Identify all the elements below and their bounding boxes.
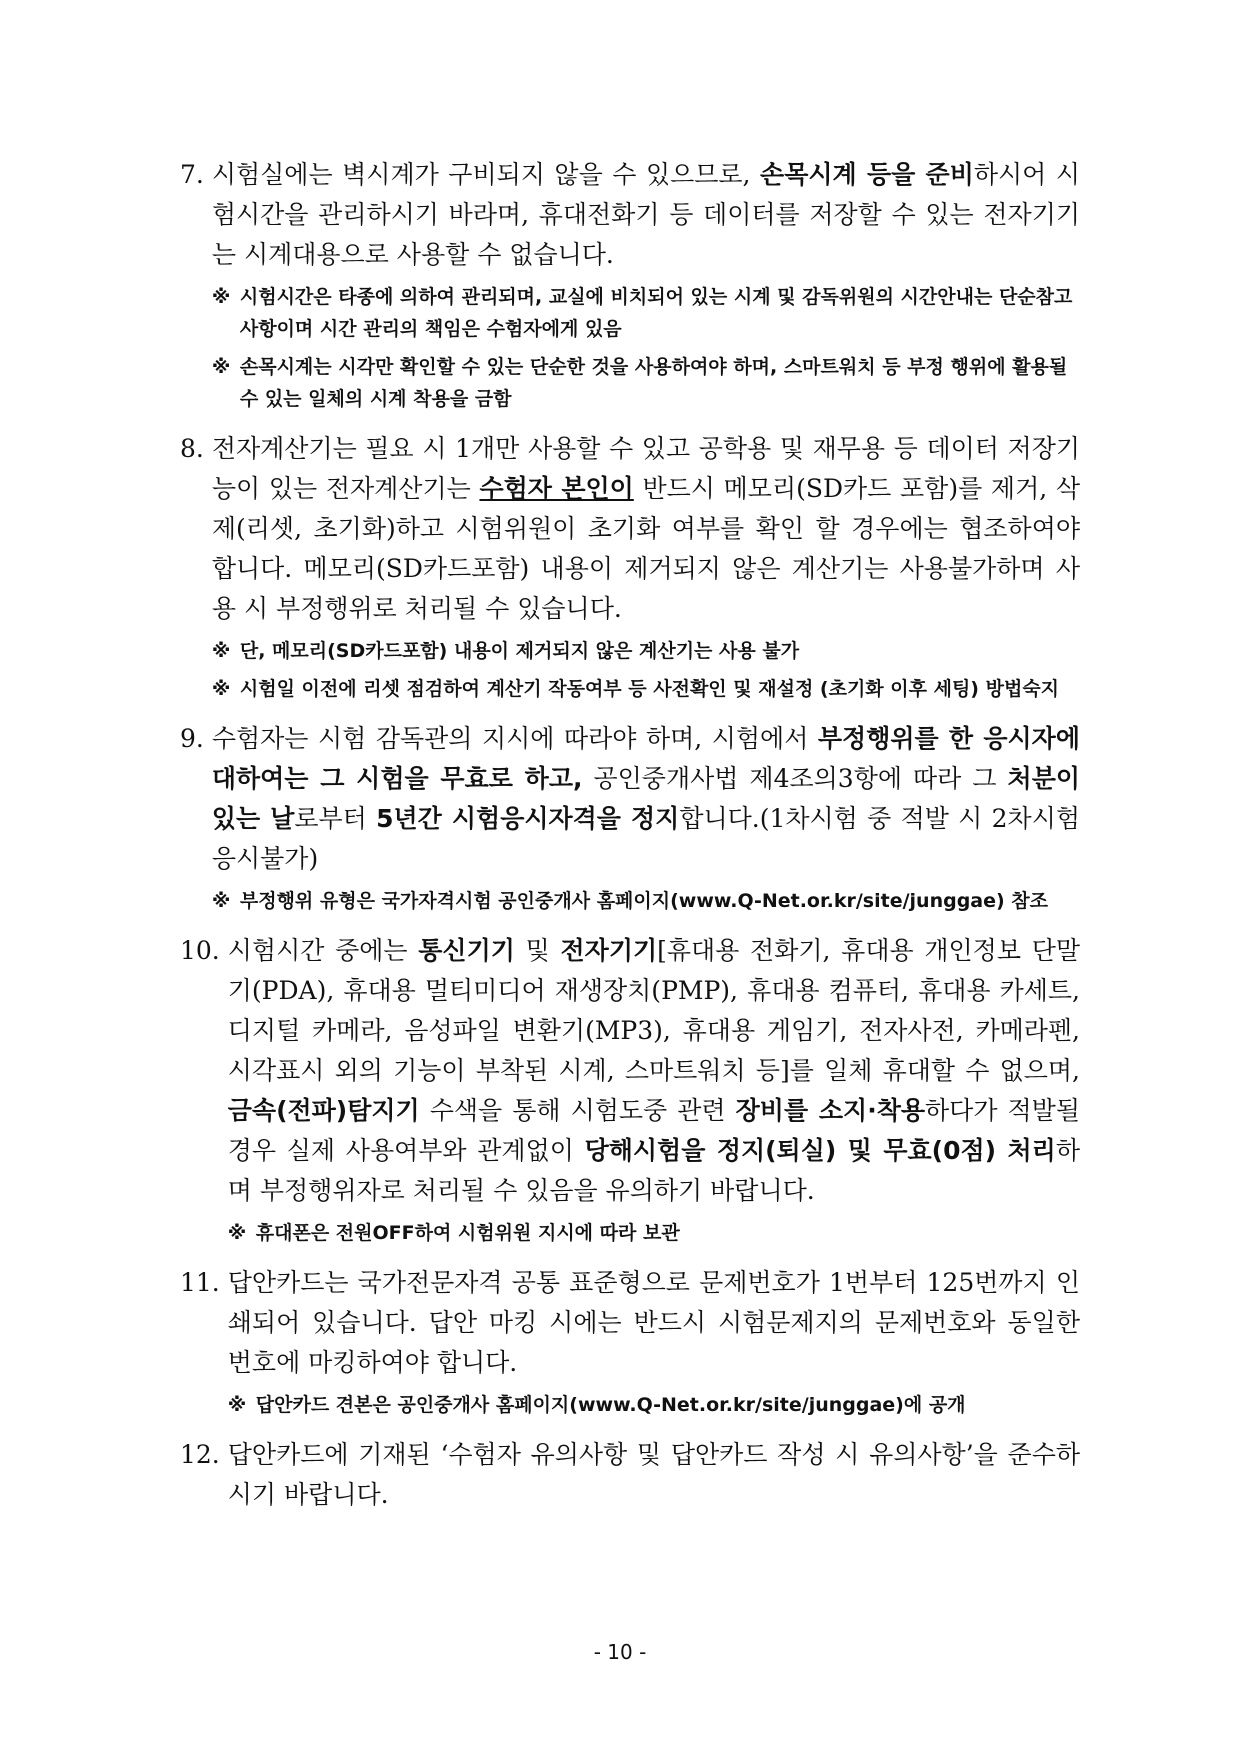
- text-run: 및: [514, 936, 561, 965]
- item-number: 10.: [180, 936, 220, 965]
- text-run: 답안카드에 기재된 ‘수험자 유의사항 및 답안카드 작성 시 유의사항’을 준수하시기 바랍니다.: [227, 1440, 1080, 1509]
- note-text: 시험일 이전에 리셋 점검하여 계산기 작동여부 등 사전확인 및 재설정 (초기화 이후 세팅) 방법숙지: [239, 678, 1060, 700]
- item-number: 12.: [180, 1440, 220, 1469]
- item-paragraph: [212, 429, 1080, 629]
- list-item: [180, 429, 1080, 709]
- text-run: 로부터: [294, 804, 377, 833]
- emphasis-text: 5년간 시험응시자격을 정지: [376, 804, 680, 833]
- list-item: [180, 719, 1080, 921]
- emphasis-text: 부정행위를 한 응시자에 대하여는 그 시험을 무효로 하고,: [211, 724, 1080, 793]
- note: [212, 885, 1080, 917]
- text-run: 답안카드는 국가전문자격 공통 표준형으로 문제번호가 1번부터 125번까지 인쇄되어 있습니다. 답안 마킹 시에는 반드시 시험문제지의 문제번호와 동일한 번호에 마킹하여야 합니다.: [227, 1268, 1080, 1377]
- text-run: 하다가 적발될 경우 실제 사용여부와 관계없이: [227, 1096, 1080, 1165]
- emphasis-text: 통신기기: [418, 936, 515, 965]
- reference-mark-icon: ※: [211, 356, 231, 378]
- text-run: 하시어 시험시간을 관리하시기 바라며, 휴대전화기 등 데이터를 저장할 수 있는 전자기기는 시계대용으로 사용할 수 없습니다.: [211, 160, 1080, 269]
- emphasis-text: 손목시계 등을 준비: [760, 160, 974, 189]
- list-item: [180, 931, 1080, 1253]
- item-number: 8.: [180, 434, 204, 463]
- text-run: 수험자는 시험 감독관의 지시에 따라야 하며, 시험에서: [211, 724, 818, 753]
- note-text: 시험시간은 타종에 의하여 관리되며, 교실에 비치되어 있는 시계 및 감독위원의 시간안내는 단순참고사항이며 시간 관리의 책임은 수험자에게 있음: [239, 286, 1073, 340]
- note: [228, 1217, 1080, 1249]
- list-item: [180, 155, 1080, 419]
- note-text: 답안카드 견본은 공인중개사 홈페이지(www.Q-Net.or.kr/site/junggae)에 공개: [255, 1394, 966, 1416]
- note: [228, 1389, 1080, 1421]
- note: [212, 281, 1080, 345]
- text-run: 반드시 메모리(SD카드 포함)를 제거, 삭제(리셋, 초기화)하고 시험위원이 초기화 여부를 확인 할 경우에는 협조하여야 합니다. 메모리(SD카드포함) 내용이 제거되지 않은 계산기는 사용불가하며 사용 시 부정행위로 처리될 수 있습니다.: [211, 474, 1081, 623]
- note-text: 휴대폰은 전원OFF하여 시험위원 지시에 따라 보관: [255, 1222, 680, 1244]
- emphasis-text: 당해시험을 정지(퇴실) 및 무효(0점) 처리: [584, 1136, 1056, 1165]
- text-run: 합니다.(1차시험 중 적발 시 2차시험 응시불가): [211, 804, 1080, 873]
- item-paragraph: [228, 1435, 1080, 1515]
- item-number: 11.: [180, 1268, 220, 1297]
- reference-mark-icon: ※: [211, 640, 231, 662]
- item-number: 7.: [180, 160, 204, 189]
- note-text: 손목시계는 시각만 확인할 수 있는 단순한 것을 사용하여야 하며, 스마트워치 등 부정 행위에 활용될 수 있는 일체의 시계 착용을 금함: [239, 356, 1068, 410]
- item-paragraph: [228, 1263, 1080, 1383]
- note: [212, 351, 1080, 415]
- note: [212, 635, 1080, 667]
- text-run: 시험실에는 벽시계가 구비되지 않을 수 있으므로,: [211, 160, 761, 189]
- text-run: 하며 부정행위자로 처리될 수 있음을 유의하기 바랍니다.: [227, 1136, 1080, 1205]
- emphasis-text: 처분이 있는 날: [211, 764, 1080, 833]
- list-item: [180, 1435, 1080, 1515]
- item-paragraph: [212, 155, 1080, 275]
- text-run: 수색을 통해 시험도중 관련: [419, 1096, 736, 1125]
- notice-list: [180, 155, 1080, 1525]
- note-text: 부정행위 유형은 국가자격시험 공인중개사 홈페이지(www.Q-Net.or.kr/site/junggae) 참조: [239, 890, 1049, 912]
- text-run: 시험시간 중에는: [227, 936, 419, 965]
- page-number: - 10 -: [593, 1640, 647, 1664]
- item-number: 9.: [180, 724, 204, 753]
- text-run: 공인중개사법 제4조의3항에 따라 그: [582, 764, 1008, 793]
- item-paragraph: [212, 719, 1080, 879]
- reference-mark-icon: ※: [227, 1222, 247, 1244]
- emphasis-text: 수험자 본인이: [479, 474, 634, 503]
- reference-mark-icon: ※: [227, 1394, 247, 1416]
- reference-mark-icon: ※: [211, 286, 231, 308]
- reference-mark-icon: ※: [211, 678, 231, 700]
- text-run: 전자계산기는 필요 시 1개만 사용할 수 있고 공학용 및 재무용 등 데이터 저장기능이 있는 전자계산기는: [211, 434, 1080, 503]
- note-text: 단, 메모리(SD카드포함) 내용이 제거되지 않은 계산기는 사용 불가: [239, 640, 800, 662]
- item-paragraph: [228, 931, 1080, 1211]
- reference-mark-icon: ※: [211, 890, 231, 912]
- text-run: [휴대용 전화기, 휴대용 개인정보 단말기(PDA), 휴대용 멀티미디어 재생장치(PMP), 휴대용 컴퓨터, 휴대용 카세트, 디지털 카메라, 음성파일 변환기(MP3), 휴대용 게임기, 전자사전, 카메라펜, 시각표시 외의 기능이 부착된 시계, 스마트워치 등]를 일체 휴대할 수 없으며,: [227, 936, 1080, 1085]
- emphasis-text: 전자기기: [560, 936, 658, 965]
- note: [212, 673, 1080, 705]
- emphasis-text: 금속(전파)탐지기: [227, 1096, 420, 1125]
- emphasis-text: 장비를 소지·착용: [735, 1096, 926, 1125]
- list-item: [180, 1263, 1080, 1425]
